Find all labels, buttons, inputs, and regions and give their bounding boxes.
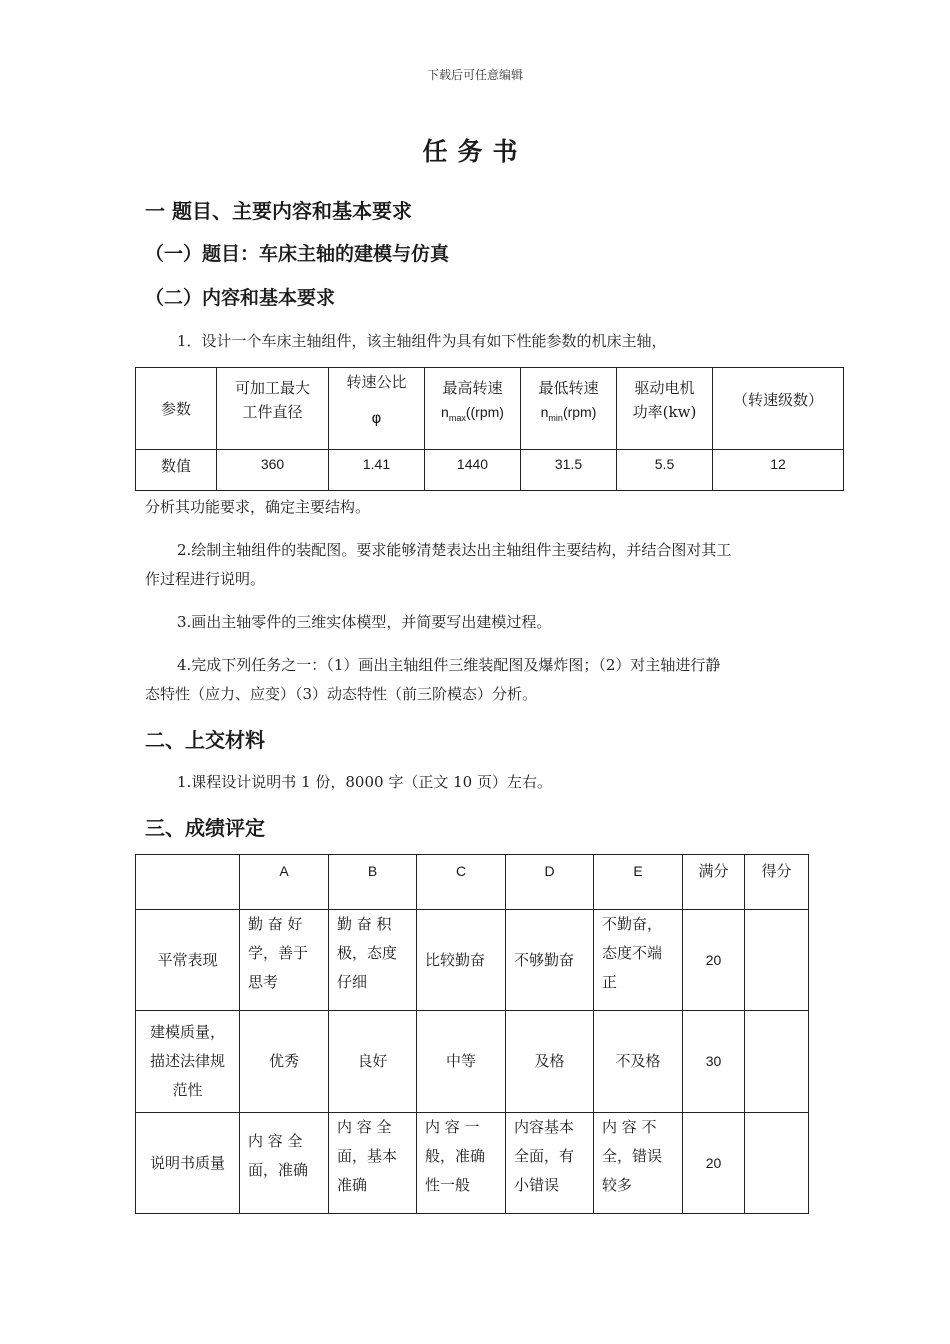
- section-2-heading: 二、上交材料: [145, 728, 265, 752]
- param-header-label: 参数: [136, 368, 217, 450]
- grade-cell-d: 内容基本 全面，有 小错误: [506, 1113, 594, 1214]
- grade-score-input[interactable]: [745, 1011, 809, 1113]
- requirement-item-2-line-2: 作过程进行说明。: [145, 570, 266, 588]
- grade-cell-c: 比较勤奋: [417, 910, 506, 1011]
- grade-cell-a: 优秀: [240, 1011, 329, 1113]
- grade-score-input[interactable]: [745, 910, 809, 1011]
- requirement-item-1: 1．设计一个车床主轴组件，该主轴组件为具有如下性能参数的机床主轴，: [177, 332, 667, 350]
- grade-header-empty: [136, 855, 240, 910]
- param-header-diameter: 可加工最大 工件直径: [217, 368, 329, 450]
- header-note: 下载后可任意编辑: [426, 68, 523, 82]
- grade-header-b: B: [329, 855, 417, 910]
- grade-header-c: C: [417, 855, 506, 910]
- param-value-motor-power: 5.5: [617, 450, 713, 491]
- grade-full-score: 30: [683, 1011, 745, 1113]
- section-3-heading: 三、成绩评定: [145, 816, 265, 840]
- submission-item-1: 1.课程设计说明书 1 份，8000 字（正文 10 页）左右。: [177, 773, 552, 791]
- grade-cell-a: 勤 奋 好 学，善于 思考: [240, 910, 329, 1011]
- grade-header-d: D: [506, 855, 594, 910]
- grading-table-header-row: [136, 855, 809, 910]
- grade-full-score: 20: [683, 910, 745, 1011]
- grade-full-score: 20: [683, 1113, 745, 1214]
- param-header-min-speed: 最低转速 $n_{min}(rpm)$: [521, 368, 617, 450]
- grade-cell-e: 不勤奋， 态度不端 正: [594, 910, 683, 1011]
- parameter-table: [135, 367, 844, 491]
- grade-cell-b: 勤 奋 积 极，态度 仔细: [329, 910, 417, 1011]
- requirement-item-3: 3.画出主轴零件的三维实体模型，并简要写出建模过程。: [177, 613, 552, 631]
- section-1-heading: 一 题目、主要内容和基本要求: [145, 199, 412, 223]
- requirement-item-4-line-1: 4.完成下列任务之一：（1）画出主轴组件三维装配图及爆炸图；（2）对主轴进行静: [177, 656, 721, 674]
- parameter-table-value-row: [136, 450, 844, 491]
- grade-cell-d: 及格: [506, 1011, 594, 1113]
- param-value-ratio: 1.41: [329, 450, 425, 491]
- param-value-diameter: 360: [217, 450, 329, 491]
- requirement-after-table: 分析其功能要求，确定主要结构。: [145, 498, 371, 516]
- grading-row-report: [136, 1113, 809, 1214]
- grade-row-label: 说明书质量: [136, 1113, 240, 1214]
- section-1-sub1-heading: （一）题目：车床主轴的建模与仿真: [145, 243, 450, 265]
- grade-header-e: E: [594, 855, 683, 910]
- grade-row-label: 建模质量， 描述法律规 范性: [136, 1011, 240, 1113]
- page-title: 任务书: [422, 137, 528, 166]
- param-value-label: 数值: [136, 450, 217, 491]
- requirement-item-4-line-2: 态特性（应力、应变）（3）动态特性（前三阶模态）分析。: [145, 685, 538, 703]
- requirement-item-2-line-1: 2.绘制主轴组件的装配图。要求能够清楚表达出主轴组件主要结构，并结合图对其工: [177, 541, 732, 559]
- grade-header-score: 得分: [745, 855, 809, 910]
- param-header-ratio: 转速公比 φ: [329, 368, 425, 450]
- grading-row-modeling: [136, 1011, 809, 1113]
- param-value-min-speed: 31.5: [521, 450, 617, 491]
- parameter-table-header-row: [136, 368, 844, 450]
- grading-row-performance: [136, 910, 809, 1011]
- grade-score-input[interactable]: [745, 1113, 809, 1214]
- grade-header-full: 满分: [683, 855, 745, 910]
- grade-cell-c: 内 容 一 般，准确 性一般: [417, 1113, 506, 1214]
- grade-cell-a: 内 容 全 面，准确: [240, 1113, 329, 1214]
- grade-header-a: A: [240, 855, 329, 910]
- grade-cell-b: 良好: [329, 1011, 417, 1113]
- param-value-max-speed: 1440: [425, 450, 521, 491]
- grading-table: [135, 854, 809, 1214]
- grade-row-label: 平常表现: [136, 910, 240, 1011]
- grade-cell-b: 内 容 全 面，基本 准确: [329, 1113, 417, 1214]
- section-1-sub2-heading: （二）内容和基本要求: [145, 287, 336, 309]
- param-header-max-speed: 最高转速 $n_{max}((rpm)$: [425, 368, 521, 450]
- grade-cell-d: 不够勤奋: [506, 910, 594, 1011]
- param-header-speed-steps: （转速级数）: [713, 368, 844, 450]
- grade-cell-e: 内 容 不 全，错误 较多: [594, 1113, 683, 1214]
- grade-cell-e: 不及格: [594, 1011, 683, 1113]
- param-header-motor-power: 驱动电机 功率(kw): [617, 368, 713, 450]
- grade-cell-c: 中等: [417, 1011, 506, 1113]
- param-value-speed-steps: 12: [713, 450, 844, 491]
